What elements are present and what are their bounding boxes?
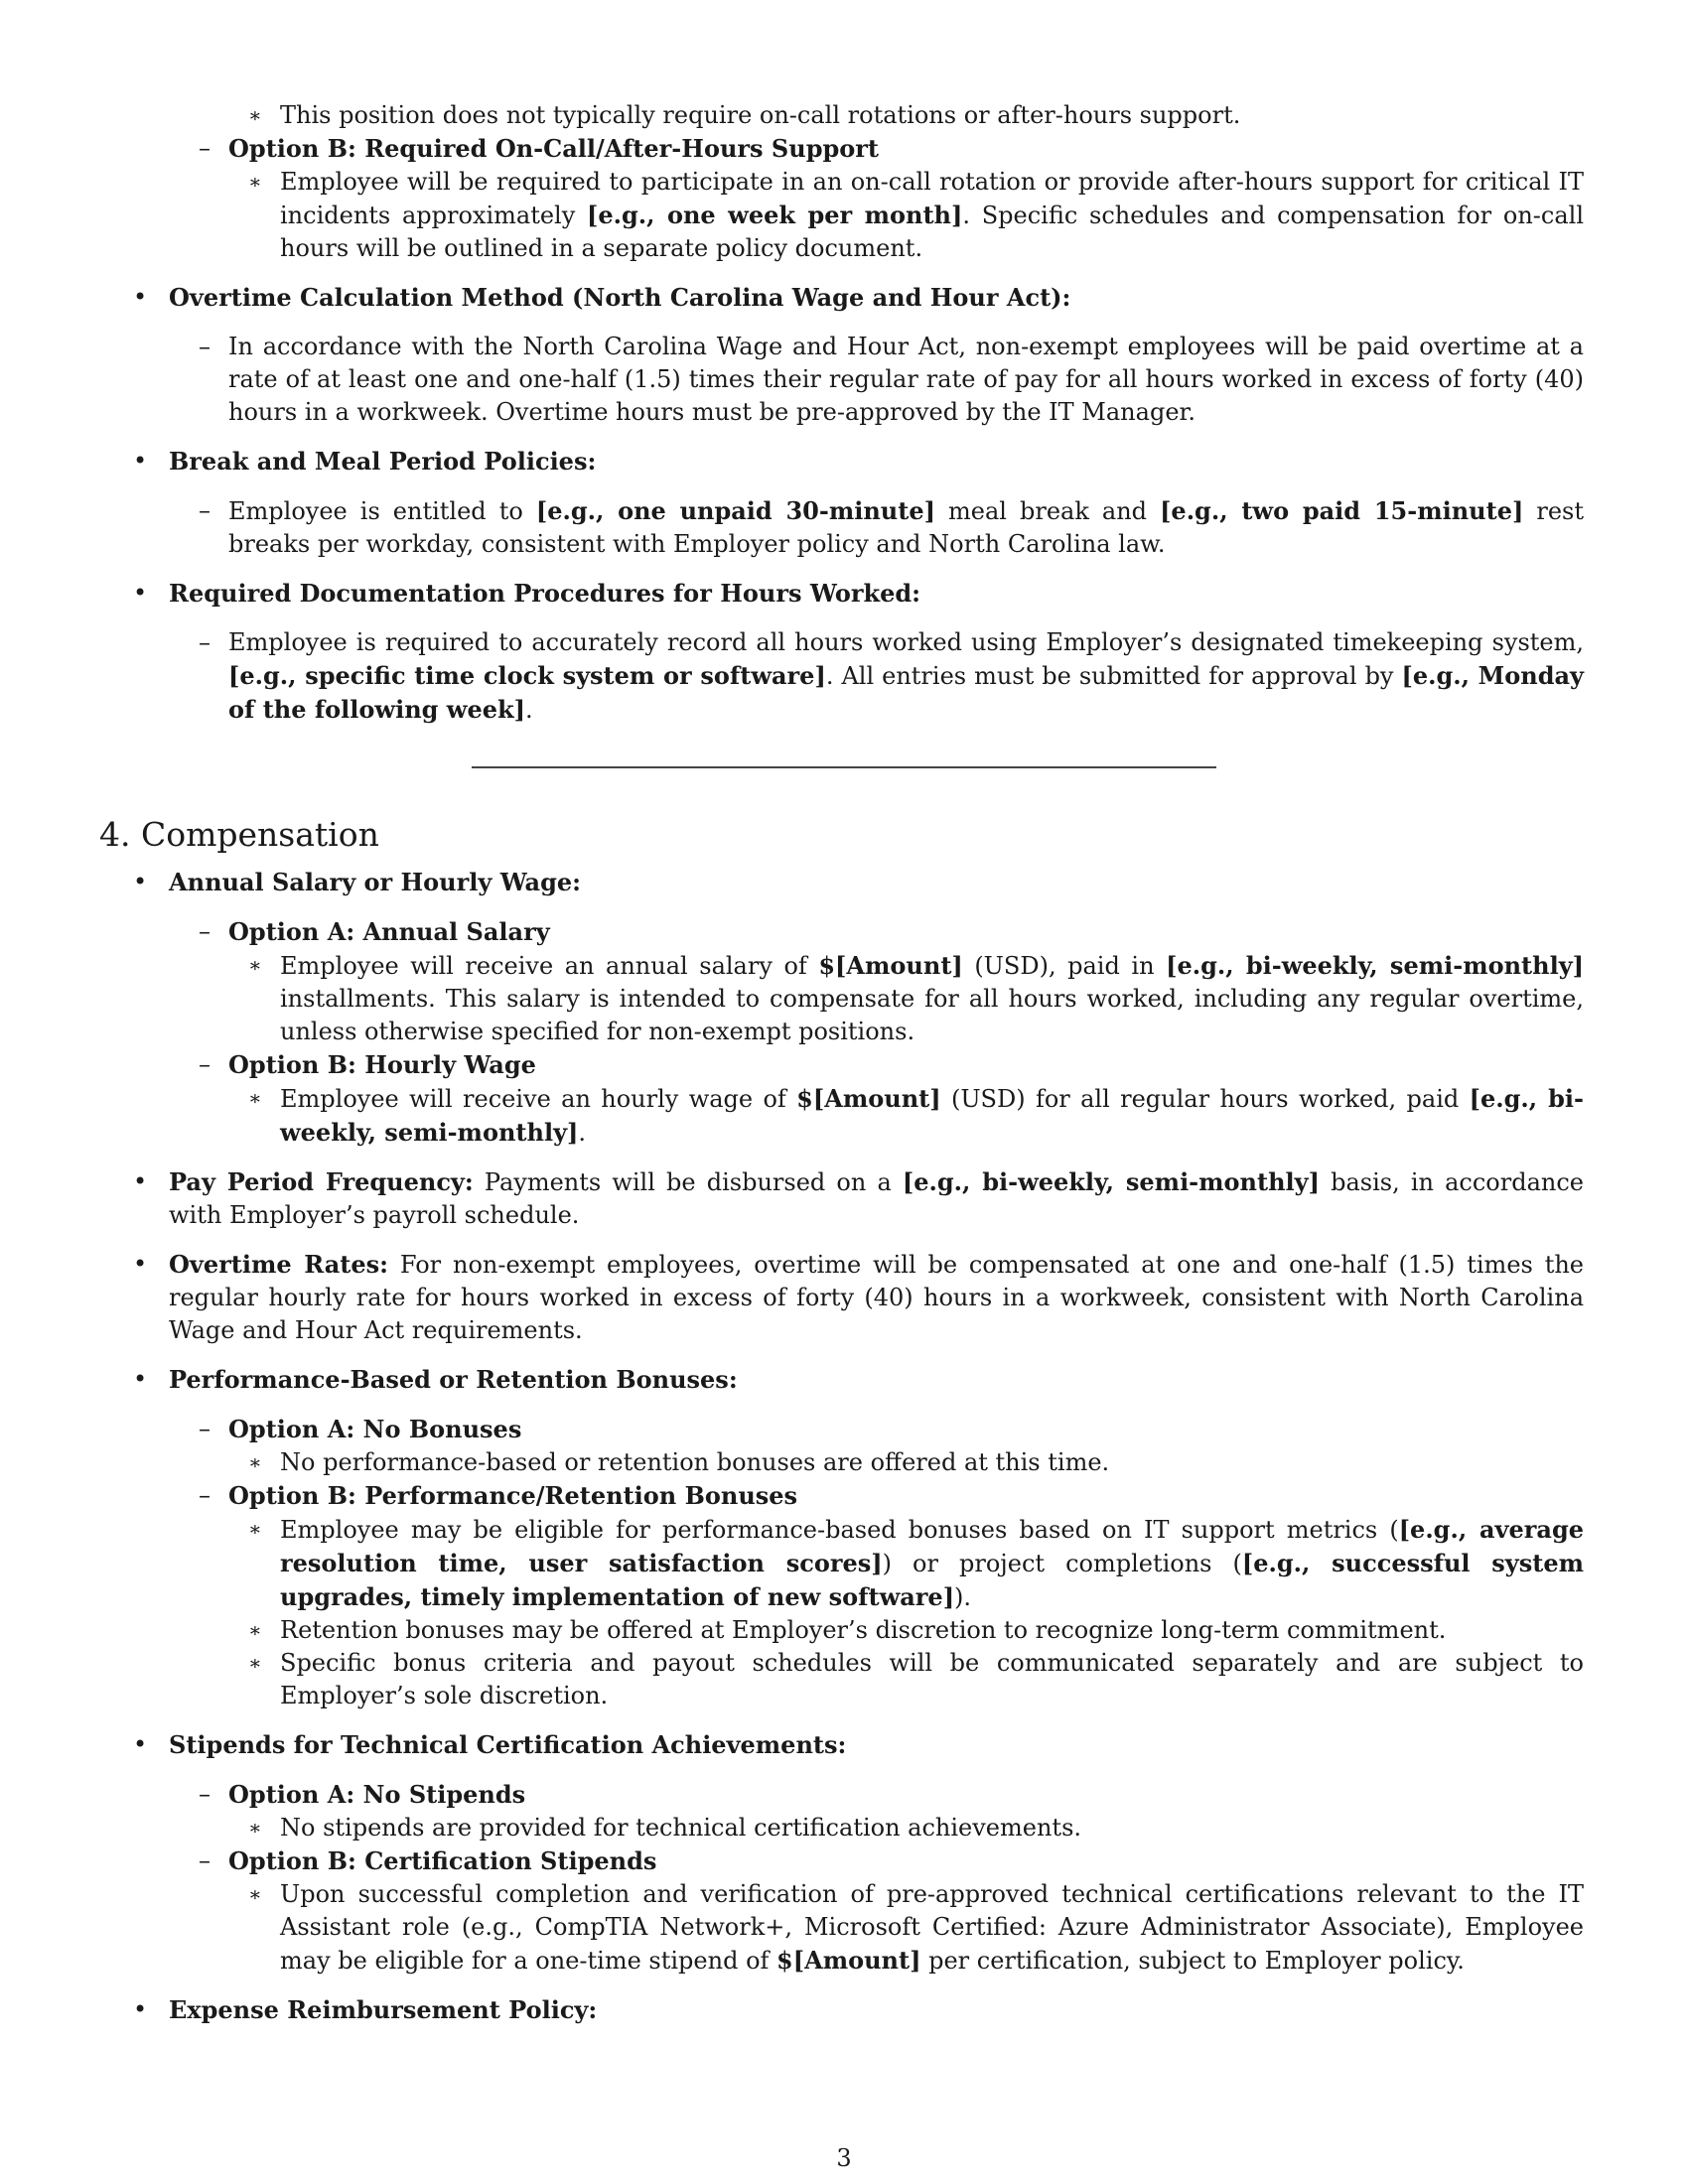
star-marker: ∗ [248,1816,262,1840]
option-item [137,1479,1584,1513]
list-item: ∗ Retention bonuses may be offered at Employer’s discretion to recognize long-term commitment. [137,1614,1584,1647]
item-heading: Expense Reimbursement Policy: [169,1995,598,2024]
option-item [137,915,1584,949]
list-item: ∗ No stipends are provided for technical certification achievements. [137,1812,1584,1844]
option-item [137,1778,1584,1812]
list-item: ∗ Employee will receive an hourly wage of $[Amount] (USD) for all regular hours worked, paid [e.g., bi-weekly, semi-monthly]. [248,1084,1585,1147]
list-item: ∗ Upon successful completion and verification of pre-approved technical certifications relevant to the IT Assistant role (e.g., CompTIA Network+, Microsoft Certified: Azure Administrator Associate), Employee may be eligible for a one-time stipend of $[Amount] per certification, subject to Employer policy. [248,1880,1584,1975]
dash-marker: – [199,628,211,656]
bullet-marker: • [133,1365,148,1393]
option-item [137,1048,1584,1082]
option-item [137,1413,1584,1446]
bullet-item [133,577,1584,611]
item-heading: Overtime Rates: [169,1250,388,1279]
dash-marker: – [199,496,211,524]
option-item [137,1844,1584,1878]
item-heading: Stipends for Technical Certification Achievements: [169,1730,847,1759]
bullet-item [133,1728,1584,1762]
dash-marker: – [199,917,211,945]
star-marker: ∗ [248,1450,262,1474]
dash-marker: – [199,1780,211,1808]
section-title: 4. Compensation [99,815,379,854]
bullet-marker: • [133,1250,148,1278]
top-content [133,99,1585,727]
item-heading: Pay Period Frequency: [169,1167,474,1196]
dash-marker: – [199,134,211,162]
bullet-item: • Overtime Rates: For non-exempt employees, overtime will be compensated at one and one-half (1.5) times the regular hourly rate for hours worked in excess of forty (40) hours in a workweek, consistent with North Carolina Wage and Hour Act requirements. [133,1250,1584,1344]
star-marker: ∗ [248,1618,262,1642]
bullet-item [133,1993,1584,2027]
list-item: ∗ Specific bonus criteria and payout schedules will be communicated separately and are subject to Employer’s sole discretion. [248,1649,1584,1709]
bullet-marker: • [133,1730,148,1758]
dash-marker: – [199,1481,211,1509]
dash-marker: – [199,1846,211,1874]
list-item: – In accordance with the North Carolina Wage and Hour Act, non-exempt employees will be paid overtime at a rate of at least one and one-half (1.5) times their regular rate of pay for all hours worked in excess of forty (40) hours in a workweek. Overtime hours must be pre-approved by the IT Manager. [199,333,1584,426]
bullet-marker: • [133,868,148,895]
list-item: ∗ Employee may be eligible for performance-based bonuses based on IT support metrics ([e.g., average resolution time, user satisfaction scores]) or project completions ([e.g., successful system upgrades, timely implementation of new software]). [248,1515,1584,1611]
item-heading: Annual Salary or Hourly Wage: [169,868,582,896]
item-heading: Break and Meal Period Policies: [169,447,597,476]
compensation-content [133,866,1585,2027]
bullet-item [133,281,1584,315]
list-item: ∗ No performance-based or retention bonuses are offered at this time. [137,1446,1584,1479]
bullet-marker: • [133,1995,148,2023]
star-marker: ∗ [248,103,262,127]
list-item: – Employee is entitled to [e.g., one unpaid 30-minute] meal break and [e.g., two paid 15-minute] rest breaks per workday, consistent with Employer policy and North Carolina law. [199,496,1585,558]
star-marker: ∗ [248,1651,262,1675]
bullet-item [133,1363,1584,1397]
star-marker: ∗ [248,1517,262,1541]
star-marker: ∗ [248,1882,262,1906]
bullet-marker: • [133,447,148,475]
list-item: ∗ Employee will receive an annual salary of $[Amount] (USD), paid in [e.g., bi-weekly, semi-monthly] installments. This salary is intended to compensate for all hours worked, including any regular overtime, unless otherwise specified for non-exempt positions. [248,951,1584,1045]
option-label: Option A: No Bonuses [228,1415,522,1443]
item-heading: Required Documentation Procedures for Hours Worked: [169,579,921,608]
list-item: ∗ This position does not typically require on-call rotations or after-hours support. [137,99,1584,132]
page-number: 3 [836,2144,852,2172]
star-marker: ∗ [248,953,262,977]
item-heading: Overtime Calculation Method (North Carolina Wage and Hour Act): [169,283,1071,312]
option-label: Option B: Required On-Call/After-Hours Support [228,134,879,163]
option-label: Option B: Performance/Retention Bonuses [228,1481,798,1510]
bullet-marker: • [133,1167,148,1195]
bullet-marker: • [133,579,148,607]
star-marker: ∗ [248,1086,262,1110]
horizontal-rule [472,766,1216,768]
option-label: Option A: No Stipends [228,1780,526,1809]
option-item [137,132,1584,166]
list-item: – Employee is required to accurately record all hours worked using Employer’s designated timekeeping system, [e.g., specific time clock system or software]. All entries must be submitted for approval by [e.g., Monday of the following week]. [199,628,1584,724]
item-heading: Performance-Based or Retention Bonuses: [169,1365,738,1394]
bullet-item [133,445,1584,478]
bullet-item: • Pay Period Frequency: Payments will be disbursed on a [e.g., bi-weekly, semi-monthly] basis, in accordance with Employer’s payroll schedule. [133,1167,1584,1229]
star-marker: ∗ [248,170,262,194]
option-label: Option A: Annual Salary [228,917,550,946]
option-label: Option B: Certification Stipends [228,1846,657,1875]
dash-marker: – [199,1415,211,1442]
bullet-marker: • [133,283,148,311]
dash-marker: – [199,333,211,360]
list-item: ∗ Employee will be required to participate in an on-call rotation or provide after-hours support for critical IT incidents approximately [e.g., one week per month]. Specific schedules and compensation for on-call hours will be outlined in a separate policy document. [248,168,1584,262]
bullet-item [133,866,1584,899]
option-label: Option B: Hourly Wage [228,1050,536,1079]
dash-marker: – [199,1050,211,1078]
